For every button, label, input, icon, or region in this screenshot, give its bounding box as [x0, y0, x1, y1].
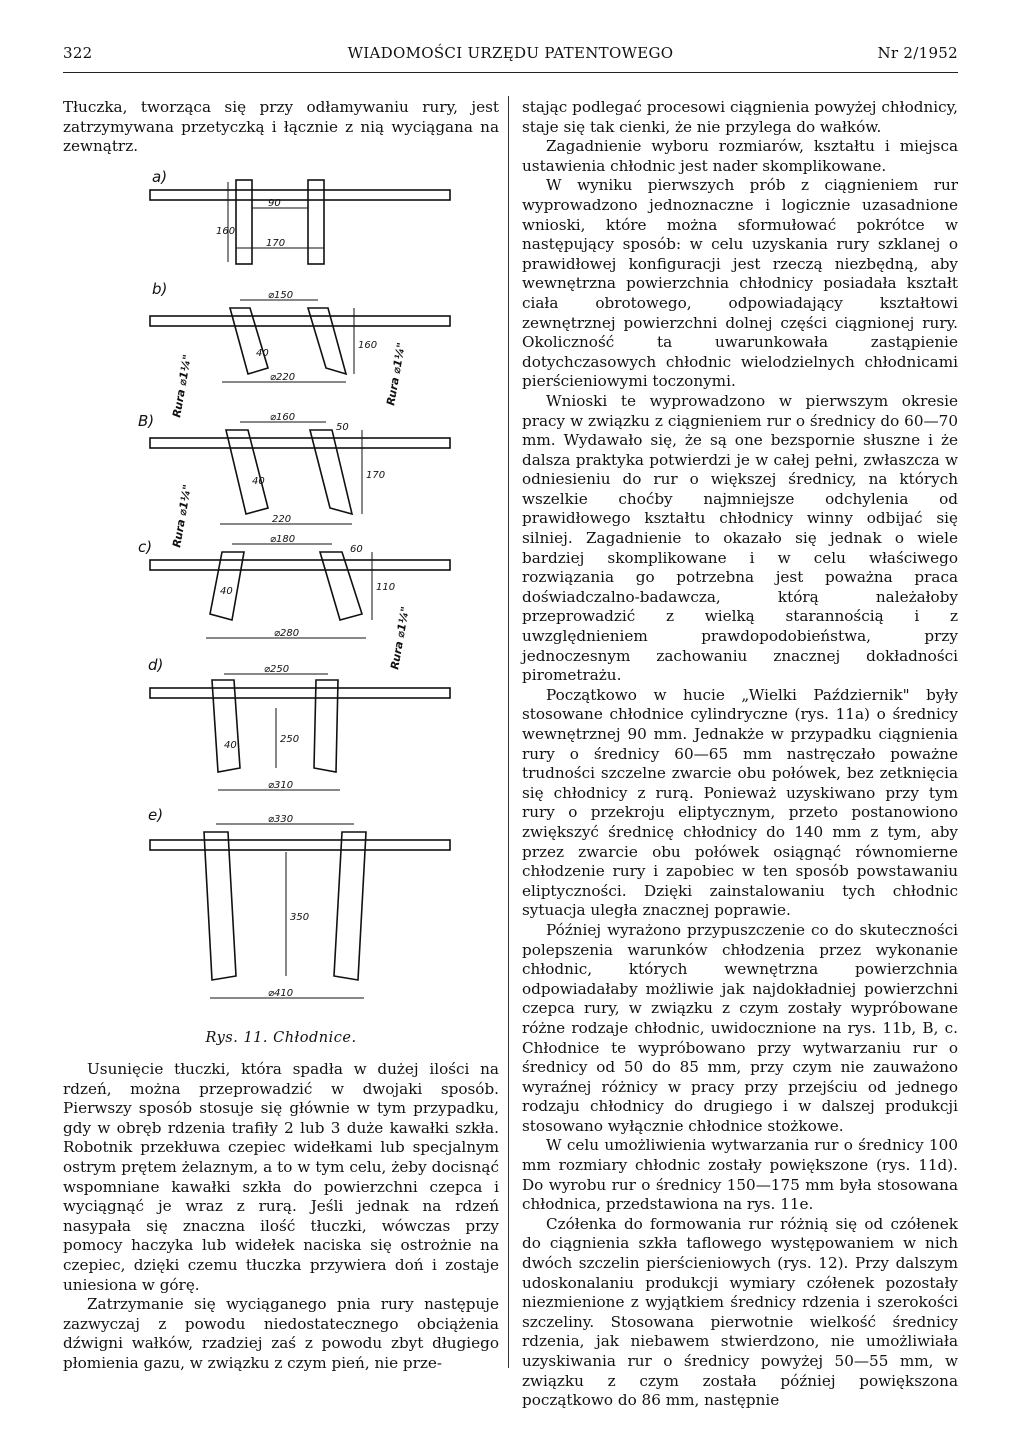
dim-label: 160 — [216, 226, 236, 237]
cooler-c-right — [320, 552, 362, 620]
dim-label: 40 — [224, 740, 237, 751]
dim-label: ⌀160 — [270, 412, 296, 423]
dim-label: ⌀410 — [268, 988, 294, 999]
panel-label-e: e) — [148, 806, 164, 824]
dim-label: 50 — [336, 422, 349, 433]
dim-label: ⌀180 — [270, 534, 296, 545]
pipe-d — [150, 688, 450, 698]
paragraph: Początkowo w hucie „Wielki Październik" były stosowane chłodnice cylindryczne (rys. 11a) o średnicy wewnętrznej 90 mm. Jednakże w przypadku ciągnienia rury o średnicy 60—65 mm nastręczało poważne trudności szczelne zwarcie obu połówek, bez zetknięcia się chłodnicy z rurą. Ponieważ uzyskiwano przy tym rury o przekroju eliptycznym, przeto postanowiono zwiększyć średnicę chłodnicy do 140 mm z tym, aby przez zwarcie obu połówek osiągnąć równomierne chłodzenie rury i zapobiec w ten sposób powstawaniu eliptyczności. Dzięki zainstalowaniu tych chłodnic sytuacja uległa znacznej poprawie. — [522, 685, 958, 920]
page-header — [63, 40, 958, 70]
panel-label-d: d) — [148, 656, 164, 674]
rura-label: Rura ⌀1¼" — [170, 483, 195, 549]
journal-title: WIADOMOŚCI URZĘDU PATENTOWEGO — [347, 44, 674, 62]
dim-label: ⌀310 — [268, 780, 294, 791]
cooler-B-left — [226, 430, 268, 514]
dim-label: 170 — [366, 470, 386, 481]
cooler-drawings-svg — [140, 168, 480, 1028]
dim-label: ⌀220 — [270, 372, 296, 383]
header-rule — [63, 72, 958, 73]
paragraph: W wyniku pierwszych prób z ciągnieniem rur wyprowadzono jednoznaczne i logicznie uzasadnione wnioski, które można sformułować pokrótce w następujący sposób: w celu uzyskania rury szklanej o prawidłowej konfiguracji jest rzeczą niezbędną, aby wewnętrzna powierzchnia chłodnicy posiadała kształt ciała obrotowego, odpowiadający kształtowi zewnętrznej powierzchni dolnej części ciągnionej rury. Okoliczność ta uwarunkowała zastąpienie dotychczasowych chłodnic wielodzielnych chłodnicami pierścieniowymi toczonymi. — [522, 176, 958, 391]
cooler-e-left — [204, 832, 236, 980]
pipe-c — [150, 560, 450, 570]
cooler-b-right — [308, 308, 346, 374]
dim-label: 170 — [266, 238, 286, 249]
paragraph: Zatrzymanie się wyciąganego pnia rury następuje zazwyczaj z powodu niedostatecznego obciążenia dźwigni wałków, rzadziej zaś z powodu zbyt długiego płomienia gazu, w związku z czym pień, nie prze- — [63, 1295, 499, 1372]
dim-label: ⌀150 — [268, 290, 294, 301]
rura-label: Rura ⌀1¼" — [388, 605, 413, 671]
cooler-b-left — [230, 308, 268, 374]
rura-label: Rura ⌀1¼" — [384, 341, 409, 407]
left-column-bottom — [63, 1060, 499, 1374]
drawing-b — [150, 300, 450, 382]
page-number: 322 — [63, 44, 93, 62]
paragraph: Usunięcie tłuczki, która spadła w dużej ilości na rdzeń, można przeprowadzić w dwojaki sposób. Pierwszy sposób stosuje się głównie w tym przypadku, gdy w obręb rdzenia trafiły 2 lub 3 duże kawałki szkła. Robotnik przekłuwa czepiec widełkami lub specjalnym ostrym prętem żelaznym, a to w tym celu, żeby docisnąć wspomniane kawałki szkła do powierzchni czepca i wyciągnąć je wraz z rurą. Jeśli jednak na rdzeń nasypała się znaczna ilość tłuczki, wówczas przy pomocy haczyka lub widełek naciska się ostrożnie na czepiec, dzięki czemu tłuczka przywiera doń i zostaje uniesiona w górę. — [63, 1060, 499, 1294]
panel-label-c: c) — [138, 538, 153, 556]
dim-label: ⌀280 — [274, 628, 300, 639]
issue-number: Nr 2/1952 — [877, 44, 958, 62]
pipe-b — [150, 316, 450, 326]
dim-label: 350 — [290, 912, 310, 923]
dim-label: 60 — [350, 544, 363, 555]
dim-label: 110 — [376, 582, 396, 593]
column-divider — [508, 96, 509, 1368]
paragraph: Czółenka do formowania rur różnią się od czółenek do ciągnienia szkła taflowego występowaniem w nich dwóch szczelin pierścieniowych (rys. 12). Przy dalszym udoskonalaniu produkcji wymiary czółenek pozostały niezmienione z wyjątkiem średnicy rdzenia i szerokości szczeliny. Stosowana pierwotnie wielkość średnicy rdzenia, jak niebawem stwierdzono, nie umożliwiała uzyskiwania rur o średnicy powyżej 50—55 mm, w związku z czym została później powiększona początkowo do 86 mm, następnie — [522, 1214, 958, 1410]
dim-label: 40 — [220, 586, 233, 597]
dim-label: 250 — [280, 734, 300, 745]
paragraph: W celu umożliwienia wytwarzania rur o średnicy 100 mm rozmiary chłodnic zostały powiększone (rys. 11d). Do wyrobu rur o średnicy 150—175 mm była stosowana chłodnica, przedstawiona na rys. 11e. — [522, 1136, 958, 1214]
dim-label: 160 — [358, 340, 378, 351]
dim-label: 40 — [252, 476, 265, 487]
cooler-B-right — [310, 430, 352, 514]
drawing-a — [150, 180, 450, 264]
panel-label-a: a) — [152, 168, 168, 186]
drawing-d — [150, 674, 450, 790]
drawing-e — [150, 824, 450, 998]
cooler-e-right — [334, 832, 366, 980]
paragraph: Tłuczka, tworząca się przy odłamywaniu rury, jest zatrzymywana przetyczką i łącznie z nią wyciągana na zewnątrz. — [63, 98, 499, 156]
drawing-B — [150, 422, 450, 524]
panel-label-B: B) — [138, 412, 155, 430]
cooler-d-right — [314, 680, 338, 772]
left-column-top — [63, 98, 499, 157]
paragraph: Wnioski te wyprowadzono w pierwszym okresie pracy w związku z ciągnieniem rur o średnicy do 60—70 mm. Wydawało się, że są one bezspornie słuszne i że dalsza praktyka potwierdzi je w całej pełni, zwłaszcza w odniesieniu do rur o większej średnicy, na których wszelkie choćby najmniejsze odchylenia od prawidłowego kształtu chłodnicy winny odbijać się silniej. Zagadnienie to okazało się jednak o wiele bardziej skomplikowane i w celu właściwego rozwiązania go potrzebna jest poważna praca doświadczalno-badawcza, którą należałoby przeprowadzić z wielką starannością i z uwzględnieniem prawdopodobieństwa, przy jednoczesnym zachowaniu znacznej dokładności pirometrażu. — [522, 391, 958, 685]
dim-label: 220 — [272, 514, 292, 525]
paragraph: Zagadnienie wyboru rozmiarów, kształtu i miejsca ustawienia chłodnic jest nader skomplikowane. — [522, 137, 958, 175]
dim-label: ⌀250 — [264, 664, 290, 675]
right-column — [522, 98, 958, 1411]
paragraph: stając podlegać procesowi ciągnienia powyżej chłodnicy, staje się tak cienki, że nie przylega do wałków. — [522, 98, 958, 136]
pipe-e — [150, 840, 450, 850]
pipe-a — [150, 190, 450, 200]
pipe-B — [150, 438, 450, 448]
dim-label: 40 — [256, 348, 269, 359]
paragraph: Później wyrażono przypuszczenie co do skuteczności polepszenia warunków chłodzenia przez wykonanie chłodnic, których wewnętrzna powierzchnia odpowiadałaby możliwie jak najdokładniej powierzchni czepca rury, w związku z czym zostały wypróbowane różne rodzaje chłodnic, uwidocznione na rys. 11b, B, c. Chłodnice te wypróbowano przy wytwarzaniu rur o średnicy od 50 do 85 mm, przy czym nie zauważono wyraźnej różnicy w pracy przy przejściu od jednego rodzaju chłodnicy do drugiego i w dalszej produkcji stosowano wyłącznie chłodnice stożkowe. — [522, 920, 958, 1135]
figure-cooler-drawings — [140, 168, 480, 1028]
dim-label: ⌀330 — [268, 814, 294, 825]
cooler-d-left — [212, 680, 240, 772]
figure-caption: Rys. 11. Chłodnice. — [205, 1030, 357, 1046]
rura-label: Rura ⌀1¼" — [170, 353, 195, 419]
cooler-a-left — [236, 180, 252, 264]
panel-label-b: b) — [152, 280, 168, 298]
cooler-a-right — [308, 180, 324, 264]
dim-label: 90 — [268, 198, 281, 209]
